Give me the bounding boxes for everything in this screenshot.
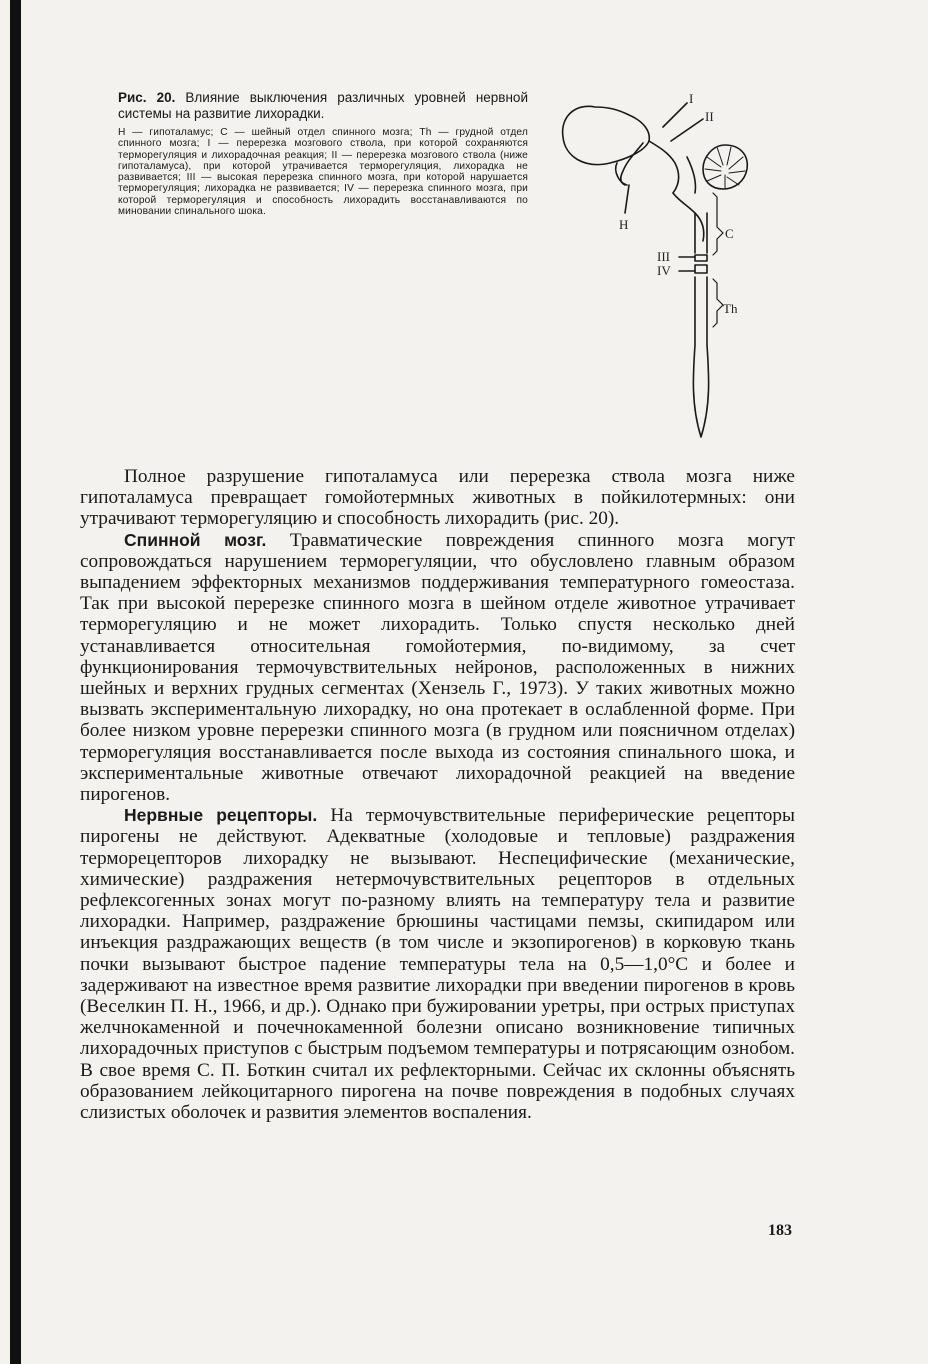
figure-20-nervous-system-diagram — [555, 85, 775, 455]
paragraph-2-text: Травматические повреждения спинного мозга могут сопровождаться нарушением терморегуляции, что обусловлено главным образом выпадением эффекторных механизмов поддерживания температурного гомеостаза. Так при высокой перерезке спинного мозга в шейном отделе животное утрачивает терморегуляцию и не может лихорадить. Только спустя несколько дней устанавливается относительная гомойотермия, по-видимому, за счет функционирования термочувствительных нейронов, расположенных в нижних шейных и верхних грудных сегментах (Хензель Г., 1973). У таких животных можно вызвать экспериментальную лихорадку, но она протекает в ослабленной форме. При более низком уровне перерезки спинного мозга (в грудном или поясничном отделах) терморегуляция восстанавливается после выхода из состояния спинального шока, и экспериментальные животные отвечают лихорадочной реакцией на введение пирогенов. — [80, 529, 795, 806]
paragraph-2 — [80, 530, 795, 806]
page-number: 183 — [768, 1222, 792, 1239]
paragraph-2-heading: Спинной мозг. — [124, 529, 267, 550]
label-C: С — [725, 226, 734, 241]
scan-edge-bar — [10, 0, 21, 1364]
spinal-cord-cervical — [695, 213, 707, 253]
paragraph-3 — [80, 805, 795, 1123]
label-II: II — [705, 109, 714, 124]
figure-label: Рис. 20. — [118, 90, 176, 105]
H-pointer — [625, 185, 629, 213]
cut-III — [695, 255, 707, 261]
cut-II-line — [671, 119, 703, 141]
cut-IV — [695, 265, 707, 273]
label-III: III — [657, 249, 670, 264]
nervous-system-diagram — [555, 85, 775, 455]
spinal-cord-thoracic — [693, 277, 708, 437]
label-IV: IV — [657, 263, 671, 278]
caption-legend: Н — гипоталамус; С — шейный отдел спинного мозга; Th — грудной отдел спинного мозга; I — перерезка мозгового ствола, при которой сохраняются терморегуляция и лихорадочная реакция; II — перерезка мозгового ствола (ниже гипоталамуса), при которой утрачивается терморегуляция, лихорадка не развивается; III — высокая перерезка спинного мозга, при которой нарушается терморегуляция; лихорадка не развивается; IV — перерезка спинного мозга, при которой терморегуляция и способность лихорадить восстанавливаются по миновании спинального шока. — [118, 127, 528, 218]
paragraph-1: Полное разрушение гипоталамуса или перерезка ствола мозга ниже гипоталамуса превращает гомойотермных животных в пойкилотермных: они утрачивают терморегуляцию и способность лихорадить (рис. 20). — [80, 466, 795, 530]
paragraph-3-text: На термочувствительные периферические рецепторы пирогены не действуют. Адекватные (холодовые и тепловые) раздражения терморецепторов лихорадку не вызывают. Неспецифические (механические, химические) раздражения нетермочувствительных рецепторов в отдельных рефлексогенных зонах могут по-разному влиять на температуру тела и развитие лихорадки. Например, раздражение брюшины частицами пемзы, скипидаром или инъекция раздражающих веществ (в том числе и экзопирогенов) в корковую ткань почки вызывают быстрое падение температуры тела на 0,5—1,0°С и более и задерживают на известное время развитие лихорадки при введении пирогенов в кровь (Веселкин П. Н., 1966, и др.). Однако при бужировании уретры, при острых приступах желчнокаменной и почечнокаменной болезни описано возникновение типичных лихорадочных приступов с быстрым подъемом температуры и потрясающим ознобом. В свое время С. П. Боткин считал их рефлекторными. Сейчас их склонны объяснять образованием лейкоцитарного пирогена на почве повреждения в подобных случаях слизистых оболочек и развития элементов воспаления. — [80, 805, 795, 1124]
label-I: I — [689, 91, 694, 106]
caption-title — [118, 90, 528, 122]
caption-title-text: Влияние выключения различных уровней нервной системы на развитие лихорадки. — [118, 90, 528, 121]
figure-caption — [118, 90, 528, 217]
body-text — [80, 466, 795, 1123]
paragraph-3-heading: Нервные рецепторы. — [124, 805, 318, 826]
label-H: Н — [619, 217, 629, 232]
brace-C — [713, 193, 723, 255]
brain-hemisphere — [563, 106, 650, 164]
brace-Th — [713, 279, 723, 327]
label-Th: Th — [723, 301, 738, 316]
cut-I-line — [663, 103, 687, 127]
